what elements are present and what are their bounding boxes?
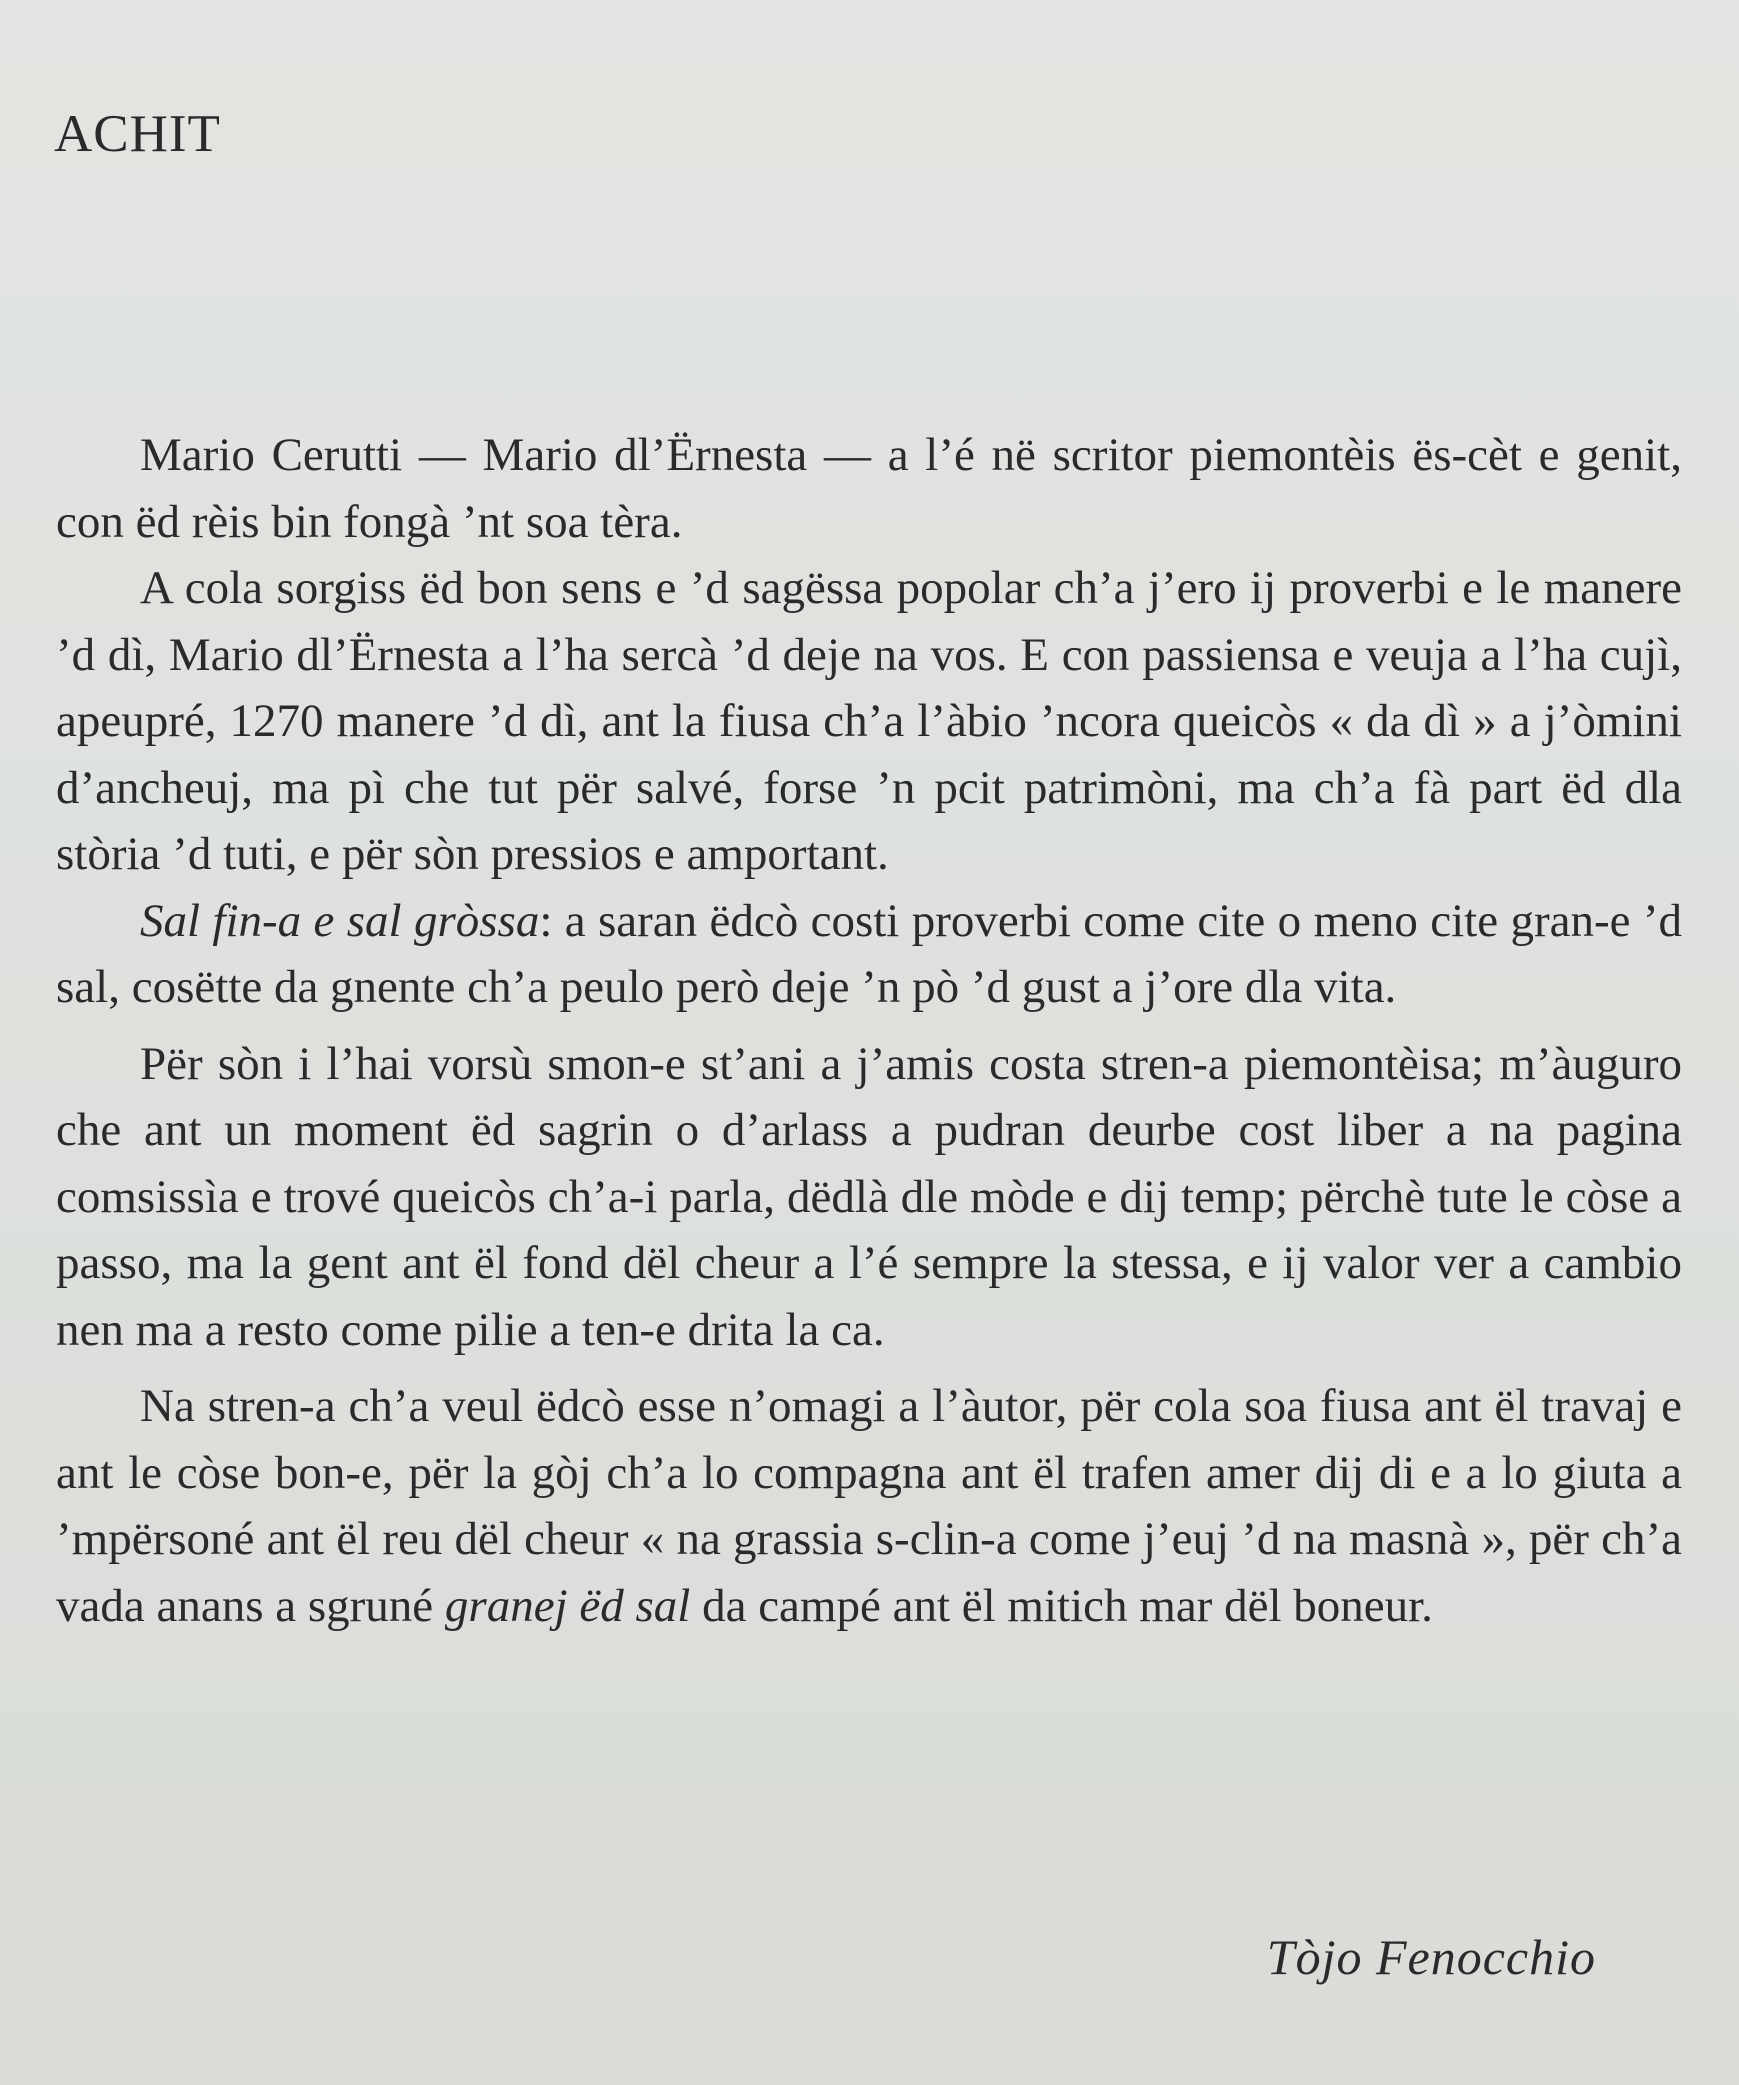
page-title: ACHIT: [54, 105, 221, 163]
paragraph-4-text: Për sòn i l’hai vorsù smon-e st’ani a j’amis costa stren-a piemontèisa; m’àuguro che ant un moment ëd sagrin o d’arlass a pudran deurbe cost liber a na pagina comsissìa e trové queicòs ch’a-i parla, dëdlà dle mòde e dij temp; përchè tute le còse a passo, ma la gent ant ël fond dël cheur a l’é sempre la stessa, e ij valor ver a cambio nen ma a resto come pilie a ten-e drita la ca.: [56, 1037, 1682, 1356]
paragraph-2: [56, 555, 1682, 888]
author-signature: Tòjo Fenocchio: [1266, 1929, 1596, 1985]
paragraph-1-text: Mario Cerutti — Mario dl’Ërnesta — a l’é në scritor piemontèis ës-cèt e genit, con ëd rèis bin fongà ’nt soa tèra.: [56, 429, 1682, 548]
paragraph-5-text-end: da campé ant ël mitich mar dël boneur.: [690, 1579, 1433, 1632]
paragraph-3: [56, 888, 1682, 1021]
paragraph-5-text: Na stren-a ch’a veul ëdcò esse n’omagi a l’àutor, për cola soa fiusa ant ël travaj e ant le còse bon-e, për la gòj ch’a lo compagna ant ël trafen amer dij di e a lo giuta a ’mpërsoné ant ël reu dël cheur « na grassia s-clin-a come j’euj ’d na masnà », për ch’a vada anans a sgruné: [56, 1380, 1682, 1632]
paragraph-5: [56, 1373, 1682, 1639]
paragraph-3-text: : a saran ëdcò costi proverbi come cite o meno cite gran-e ’d sal, cosëtte da gnente ch’a peulo però deje ’n pò ’d gust a j’ore dla vita.: [56, 894, 1682, 1013]
paragraph-4: [56, 1031, 1682, 1364]
paragraph-1: [56, 422, 1682, 555]
preface-body: [56, 422, 1682, 1639]
paragraph-3-italic-title: Sal fin-a e sal gròssa: [140, 894, 540, 947]
paragraph-2-text: A cola sorgiss ëd bon sens e ’d sagëssa popolar ch’a j’ero ij proverbi e le manere ’d dì, Mario dl’Ërnesta a l’ha sercà ’d deje na vos. E con passiensa e veuja a l’ha cujì, apeupré, 1270 manere ’d dì, ant la fiusa ch’a l’àbio ’ncora queicòs « da dì » a j’òmini d’ancheuj, ma pì che tut për salvé, forse ’n pcit patrimòni, ma ch’a fà part ëd dla stòria ’d tuti, e për sòn pressios e amportant.: [56, 562, 1682, 880]
paragraph-5-italic-phrase: granej ëd sal: [444, 1579, 691, 1632]
